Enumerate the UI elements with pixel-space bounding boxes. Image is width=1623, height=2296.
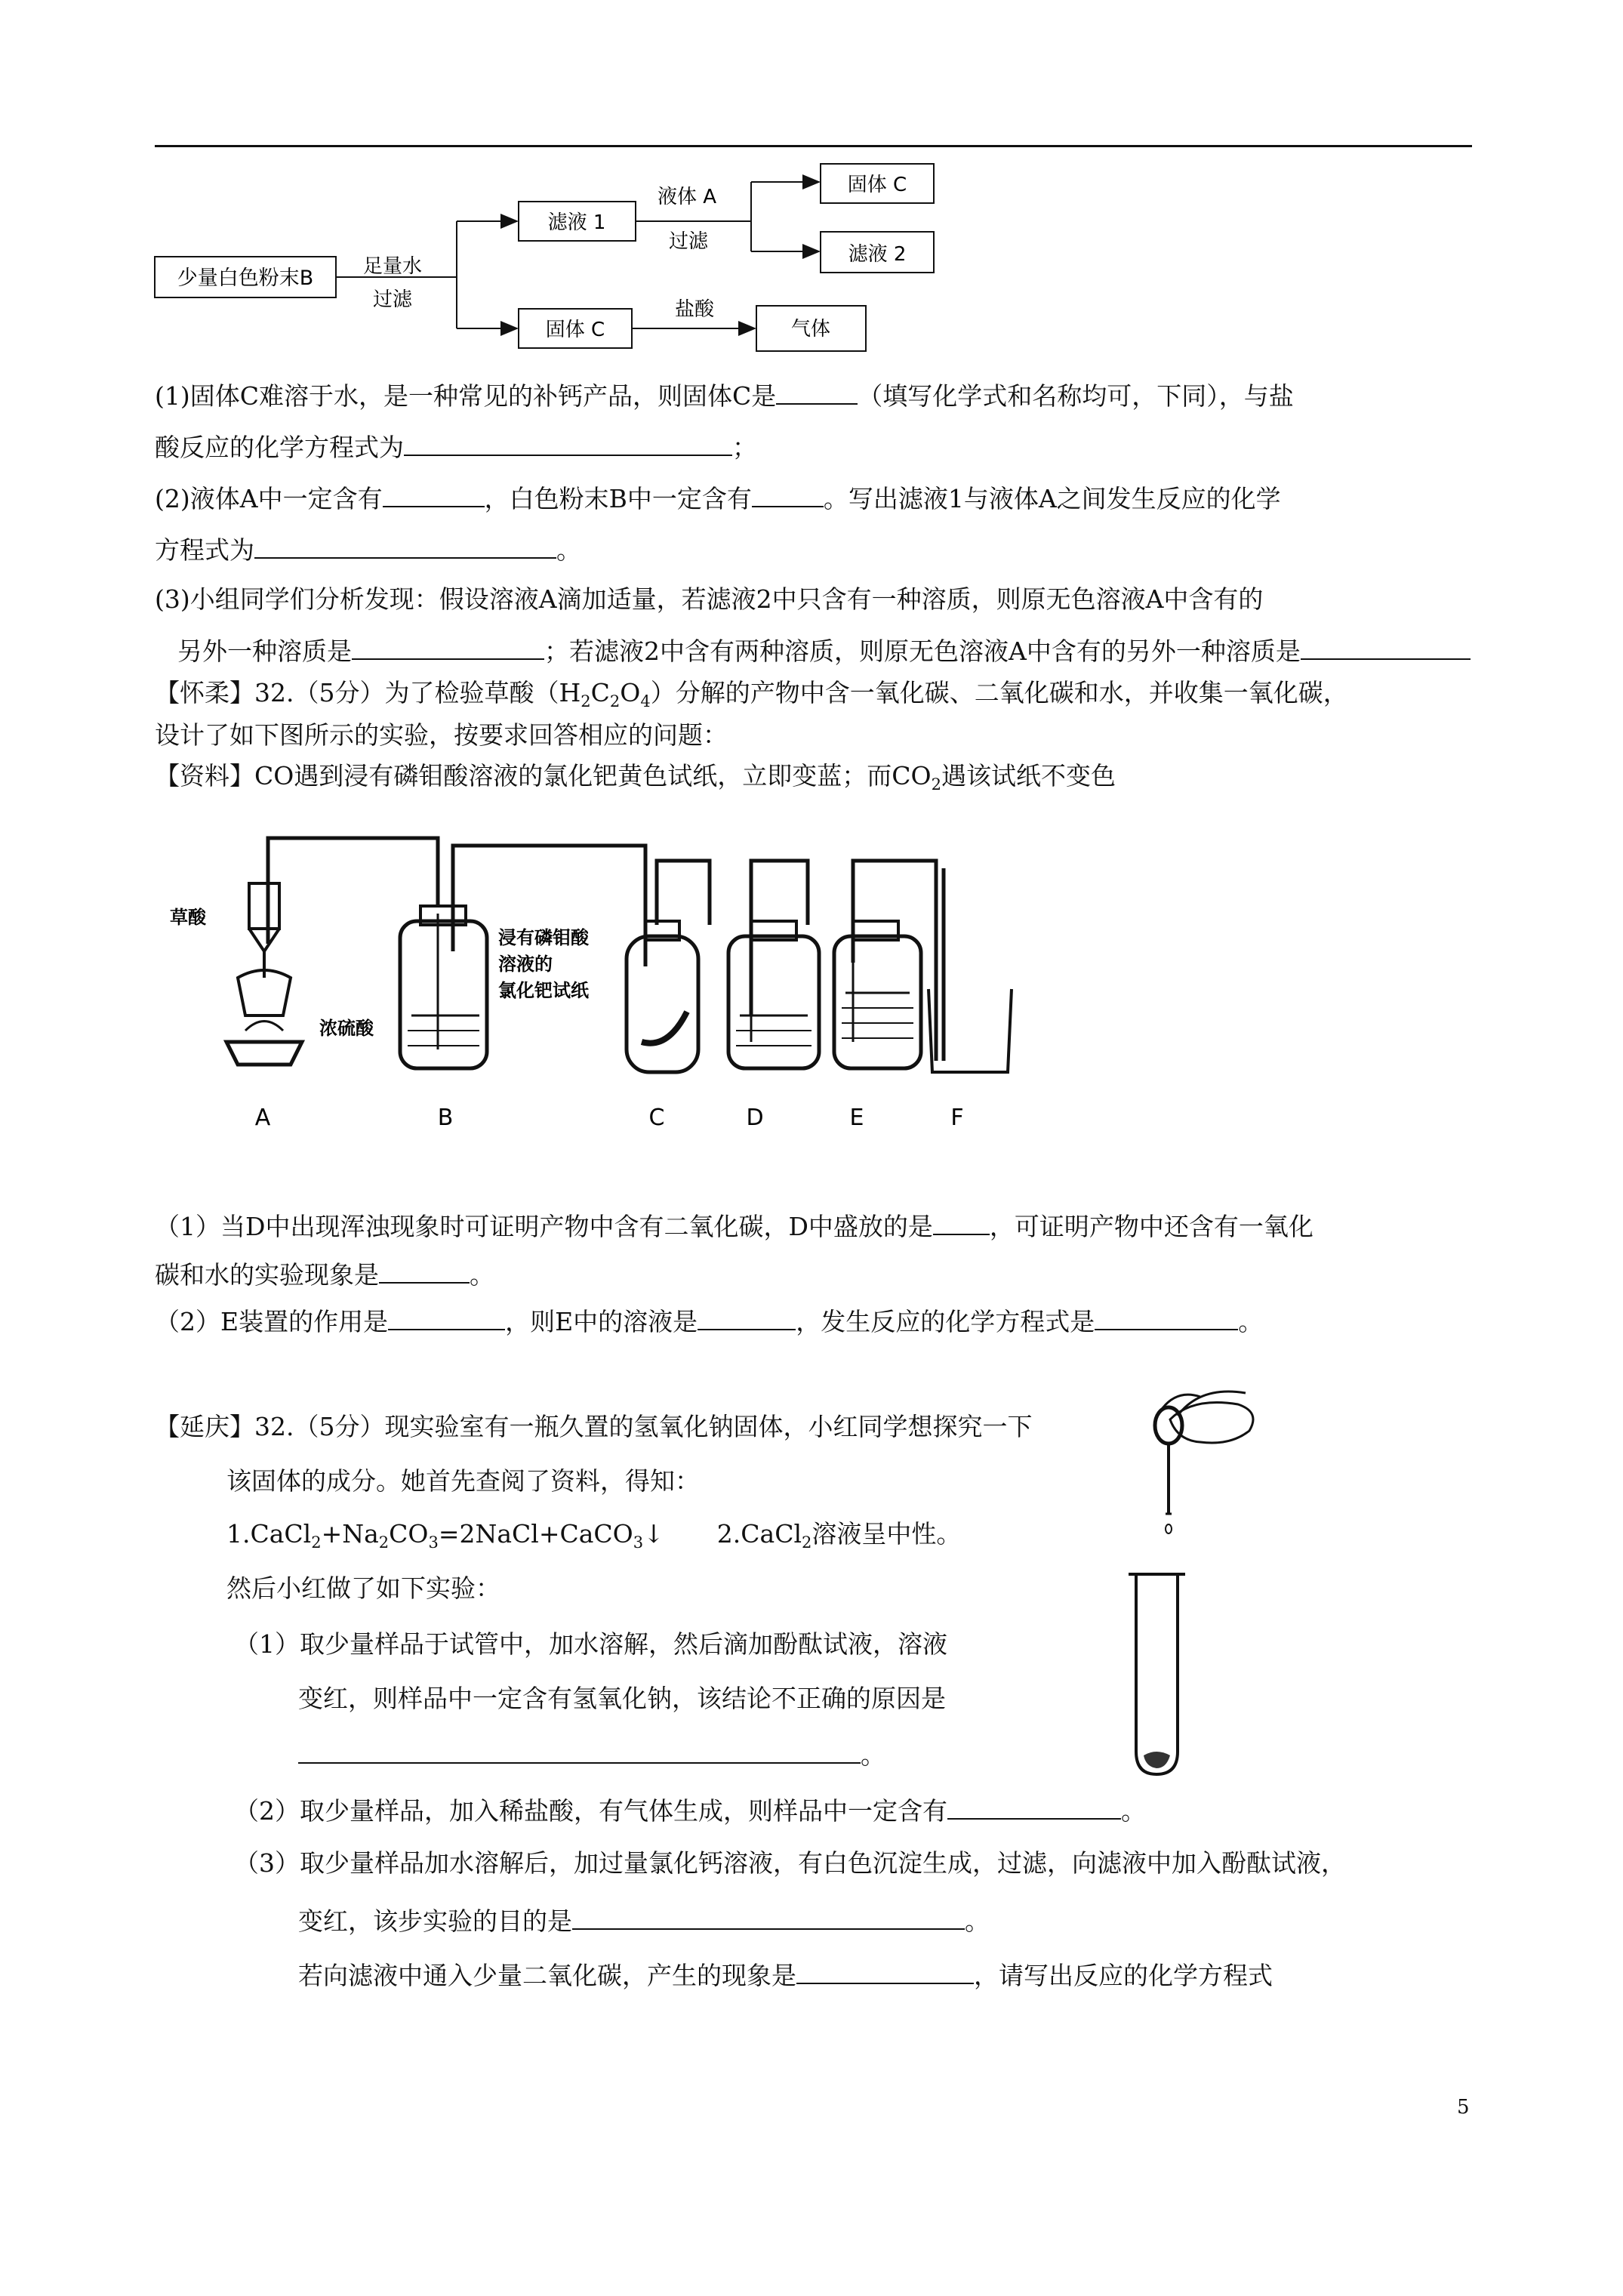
- q1-blank-other-solute-1[interactable]: [352, 633, 544, 660]
- q3-blank-purpose[interactable]: [572, 1903, 965, 1930]
- dropper-bulb: [1155, 1407, 1182, 1444]
- label-letter-b: B: [437, 1105, 454, 1131]
- label-letter-e: E: [849, 1105, 864, 1131]
- apparatus-diagram: [155, 815, 1053, 1140]
- label-letter-c: C: [648, 1105, 665, 1131]
- flow-filtrate1-text: 滤液 1: [547, 211, 606, 234]
- q1-blank-other-solute-2[interactable]: [1301, 633, 1471, 660]
- flow-solidc-text-result: 固体 C: [847, 174, 907, 196]
- q2-answer1: （1）当D中出现浑浊现象时可证明产物中含有二氧化碳，D中盛放的是 ，可证明产物中还含有一氧化: [155, 1208, 1313, 1244]
- q2-line3: 【资料】CO遇到浸有磷钼酸溶液的氯化钯黄色试纸，立即变蓝；而$CO_2$遇该试纸不变色: [155, 761, 1116, 794]
- q1-blank-powder-b[interactable]: [752, 480, 824, 507]
- q1-blank-solid-c[interactable]: [776, 378, 858, 405]
- q1-line6: 另外一种溶质是 ；若滤液2中含有两种溶质，则原无色溶液A中含有的另外一种溶质是: [177, 633, 1471, 668]
- label-paper-line2: 溶液的: [498, 954, 553, 975]
- q3-blank-phenomenon[interactable]: [796, 1957, 974, 1984]
- q1-line3: (2)液体A中一定含有 ，白色粉末B中一定含有 。写出滤液1与液体A之间发生反应的化学: [155, 480, 1281, 516]
- q3-line9: （3）取少量样品加水溶解后，加过量氯化钙溶液，有白色沉淀生成，过滤，向滤液中加入酚酞试液，: [234, 1848, 1346, 1878]
- label-oxalic-acid: 草酸: [170, 907, 206, 928]
- q3-line7: 。: [298, 1737, 885, 1772]
- q3-line1: 【延庆】32.（5分）现实验室有一瓶久置的氢氧化钠固体，小红同学想探究一下: [155, 1412, 1033, 1441]
- q1-blank-equation[interactable]: [404, 429, 732, 456]
- page-number: 5: [1457, 2096, 1470, 2119]
- flow-gas-text: 气体: [790, 318, 831, 341]
- header-rule: [155, 145, 1472, 147]
- label-paper-line3: 氯化钯试纸: [498, 980, 589, 1001]
- q2-blank-e-equation[interactable]: [1095, 1303, 1238, 1330]
- flow-start-text: 少量白色粉末B: [177, 267, 314, 290]
- q1-line1: (1)固体C难溶于水，是一种常见的补钙产品，则固体C是 （填写化学式和名称均可，下同），与盐: [155, 378, 1294, 413]
- q2-blank-phenomenon[interactable]: [379, 1256, 470, 1284]
- q2-answer2: 碳和水的实验现象是 。: [155, 1256, 494, 1292]
- flowchart: [151, 162, 951, 359]
- q3-line4: 然后小红做了如下实验：: [226, 1573, 500, 1603]
- flow-filter-label: 过滤: [668, 230, 709, 253]
- q1-line2: 酸反应的化学方程式为 ；: [155, 429, 757, 464]
- q2-answer3: （2）E装置的作用是 ，则E中的溶液是 ，发生反应的化学方程式是 。: [155, 1303, 1263, 1339]
- q3-line6: 变红，则样品中一定含有氢氧化钠，该结论不正确的原因是: [298, 1684, 946, 1713]
- q1-line4: 方程式为 。: [155, 532, 581, 567]
- q3-line11: 若向滤液中通入少量二氧化碳，产生的现象是 ，请写出反应的化学方程式: [298, 1957, 1273, 1992]
- flow-solidc-text-lower: 固体 C: [545, 319, 605, 341]
- label-letter-a: A: [254, 1105, 271, 1131]
- q2-line1: 【怀柔】32.（5分）为了检验草酸$(H_2C_2O_4)$分解的产物中含一氧化碳、二氧化碳和水，并收集一氧化碳，: [155, 678, 1348, 710]
- flow-filtrate2-text: 滤液 2: [848, 243, 907, 266]
- q3-line2: 该固体的成分。她首先查阅了资料，得知：: [226, 1466, 700, 1496]
- label-paper-line1: 浸有磷钼酸: [498, 927, 589, 948]
- label-letter-f: F: [950, 1105, 964, 1131]
- q3-blank-reason[interactable]: [298, 1737, 861, 1764]
- q1-line5: (3)小组同学们分析发现：假设溶液A滴加适量，若滤液2中只含有一种溶质，则原无色溶液A中含有的: [155, 584, 1264, 614]
- dropper-testtube-illustration: [1087, 1374, 1268, 1782]
- test-tube: [1136, 1574, 1178, 1774]
- q3-line3: $1.CaCl_2+Na_2CO_3=2NaCl+CaCO_3↓$ 2.CaCl$_2$溶液呈中性。: [226, 1519, 962, 1552]
- q1-blank-liquid-a[interactable]: [383, 480, 485, 507]
- q3-line8: （2）取少量样品，加入稀盐酸，有气体生成，则样品中一定含有 。: [234, 1792, 1146, 1828]
- q3-blank-contains[interactable]: [947, 1792, 1121, 1820]
- label-letter-d: D: [746, 1105, 764, 1131]
- q2-blank-e-purpose[interactable]: [388, 1303, 505, 1330]
- q2-blank-e-solution[interactable]: [698, 1303, 796, 1330]
- flow-step1-bottom: 过滤: [372, 288, 413, 311]
- q2-line2: 设计了如下图所示的实验，按要求回答相应的问题：: [155, 720, 728, 750]
- q2-blank-d-content[interactable]: [933, 1208, 990, 1235]
- q3-line10: 变红，该步实验的目的是 。: [298, 1903, 990, 1938]
- q3-line5: （1）取少量样品于试管中，加水溶解，然后滴加酚酞试液，溶液: [234, 1629, 947, 1659]
- q1-blank-reaction[interactable]: [254, 532, 556, 559]
- flow-step1-top: 足量水: [362, 255, 423, 278]
- label-sulfuric-acid: 浓硫酸: [319, 1018, 374, 1039]
- flow-reagent-a: 液体 A: [657, 186, 717, 208]
- flow-acid-label: 盐酸: [674, 298, 715, 321]
